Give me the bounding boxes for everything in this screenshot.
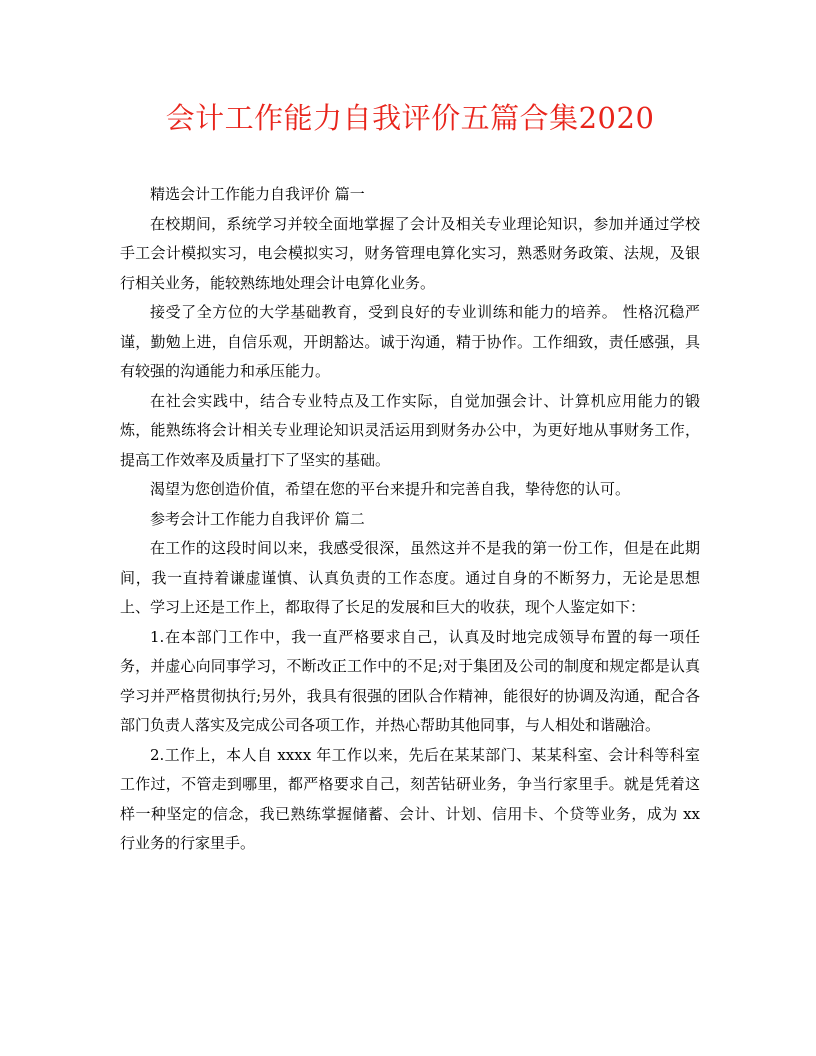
body-paragraph: 在社会实践中，结合专业特点及工作实际，自觉加强会计、计算机应用能力的锻炼，能熟练将会计相关专业理论知识灵活运用到财务办公中，为更好地从事财务工作，提高工作效率及质量打下了坚实的基础。 bbox=[120, 391, 700, 469]
body-paragraph: 在工作的这段时间以来，我感受很深，虽然这并不是我的第一份工作，但是在此期间，我一直持着谦虚谨慎、认真负责的工作态度。通过自身的不断努力，无论是思想上、学习上还是工作上，都取得了长足的发展和巨大的收获，现个人鉴定如下： bbox=[120, 539, 700, 616]
document-title: 会计工作能力自我评价五篇合集2020 bbox=[165, 101, 655, 135]
body-paragraph: 2.工作上，本人自 xxxx 年工作以来，先后在某某部门、某某科室、会计科等科室工作过，不管走到哪里，都严格要求自己，刻苦钻研业务，争当行家里手。就是凭着这样一种坚定的信念，我已熟练掌握储蓄、会计、计划、信用卡、个贷等业务，成为 xx 行业务的行家里手。 bbox=[120, 745, 700, 852]
body-paragraph: 1.在本部门工作中，我一直严格要求自己，认真及时地完成领导布置的每一项任务，并虚心向同事学习，不断改正工作中的不足;对于集团及公司的制度和规定都是认真学习并严格贯彻执行;另外，我具有很强的团队合作精神，能很好的协调及沟通，配合各部门负责人落实及完成公司各项工作，并热心帮助其他同事，与人相处和谐融洽。 bbox=[120, 627, 700, 734]
section-heading-1: 精选会计工作能力自我评价 篇一 bbox=[150, 185, 365, 203]
section-heading-2: 参考会计工作能力自我评价 篇二 bbox=[150, 509, 365, 528]
body-paragraph: 接受了全方位的大学基础教育，受到良好的专业训练和能力的培养。 性格沉稳严谨，勤勉上进，自信乐观，开朗豁达。诚于沟通，精于协作。工作细致，责任感强，具有较强的沟通能力和承压能力。 bbox=[120, 303, 700, 380]
body-paragraph: 在校期间，系统学习并较全面地掌握了会计及相关专业理论知识，参加并通过学校手工会计模拟实习，电会模拟实习，财务管理电算化实习，熟悉财务政策、法规，及银行相关业务，能较熟练地处理会计电算化业务。 bbox=[120, 214, 700, 292]
body-paragraph: 渴望为您创造价值，希望在您的平台来提升和完善自我，挚待您的认可。 bbox=[150, 480, 631, 498]
document-page bbox=[120, 100, 700, 859]
document-body bbox=[120, 180, 700, 859]
